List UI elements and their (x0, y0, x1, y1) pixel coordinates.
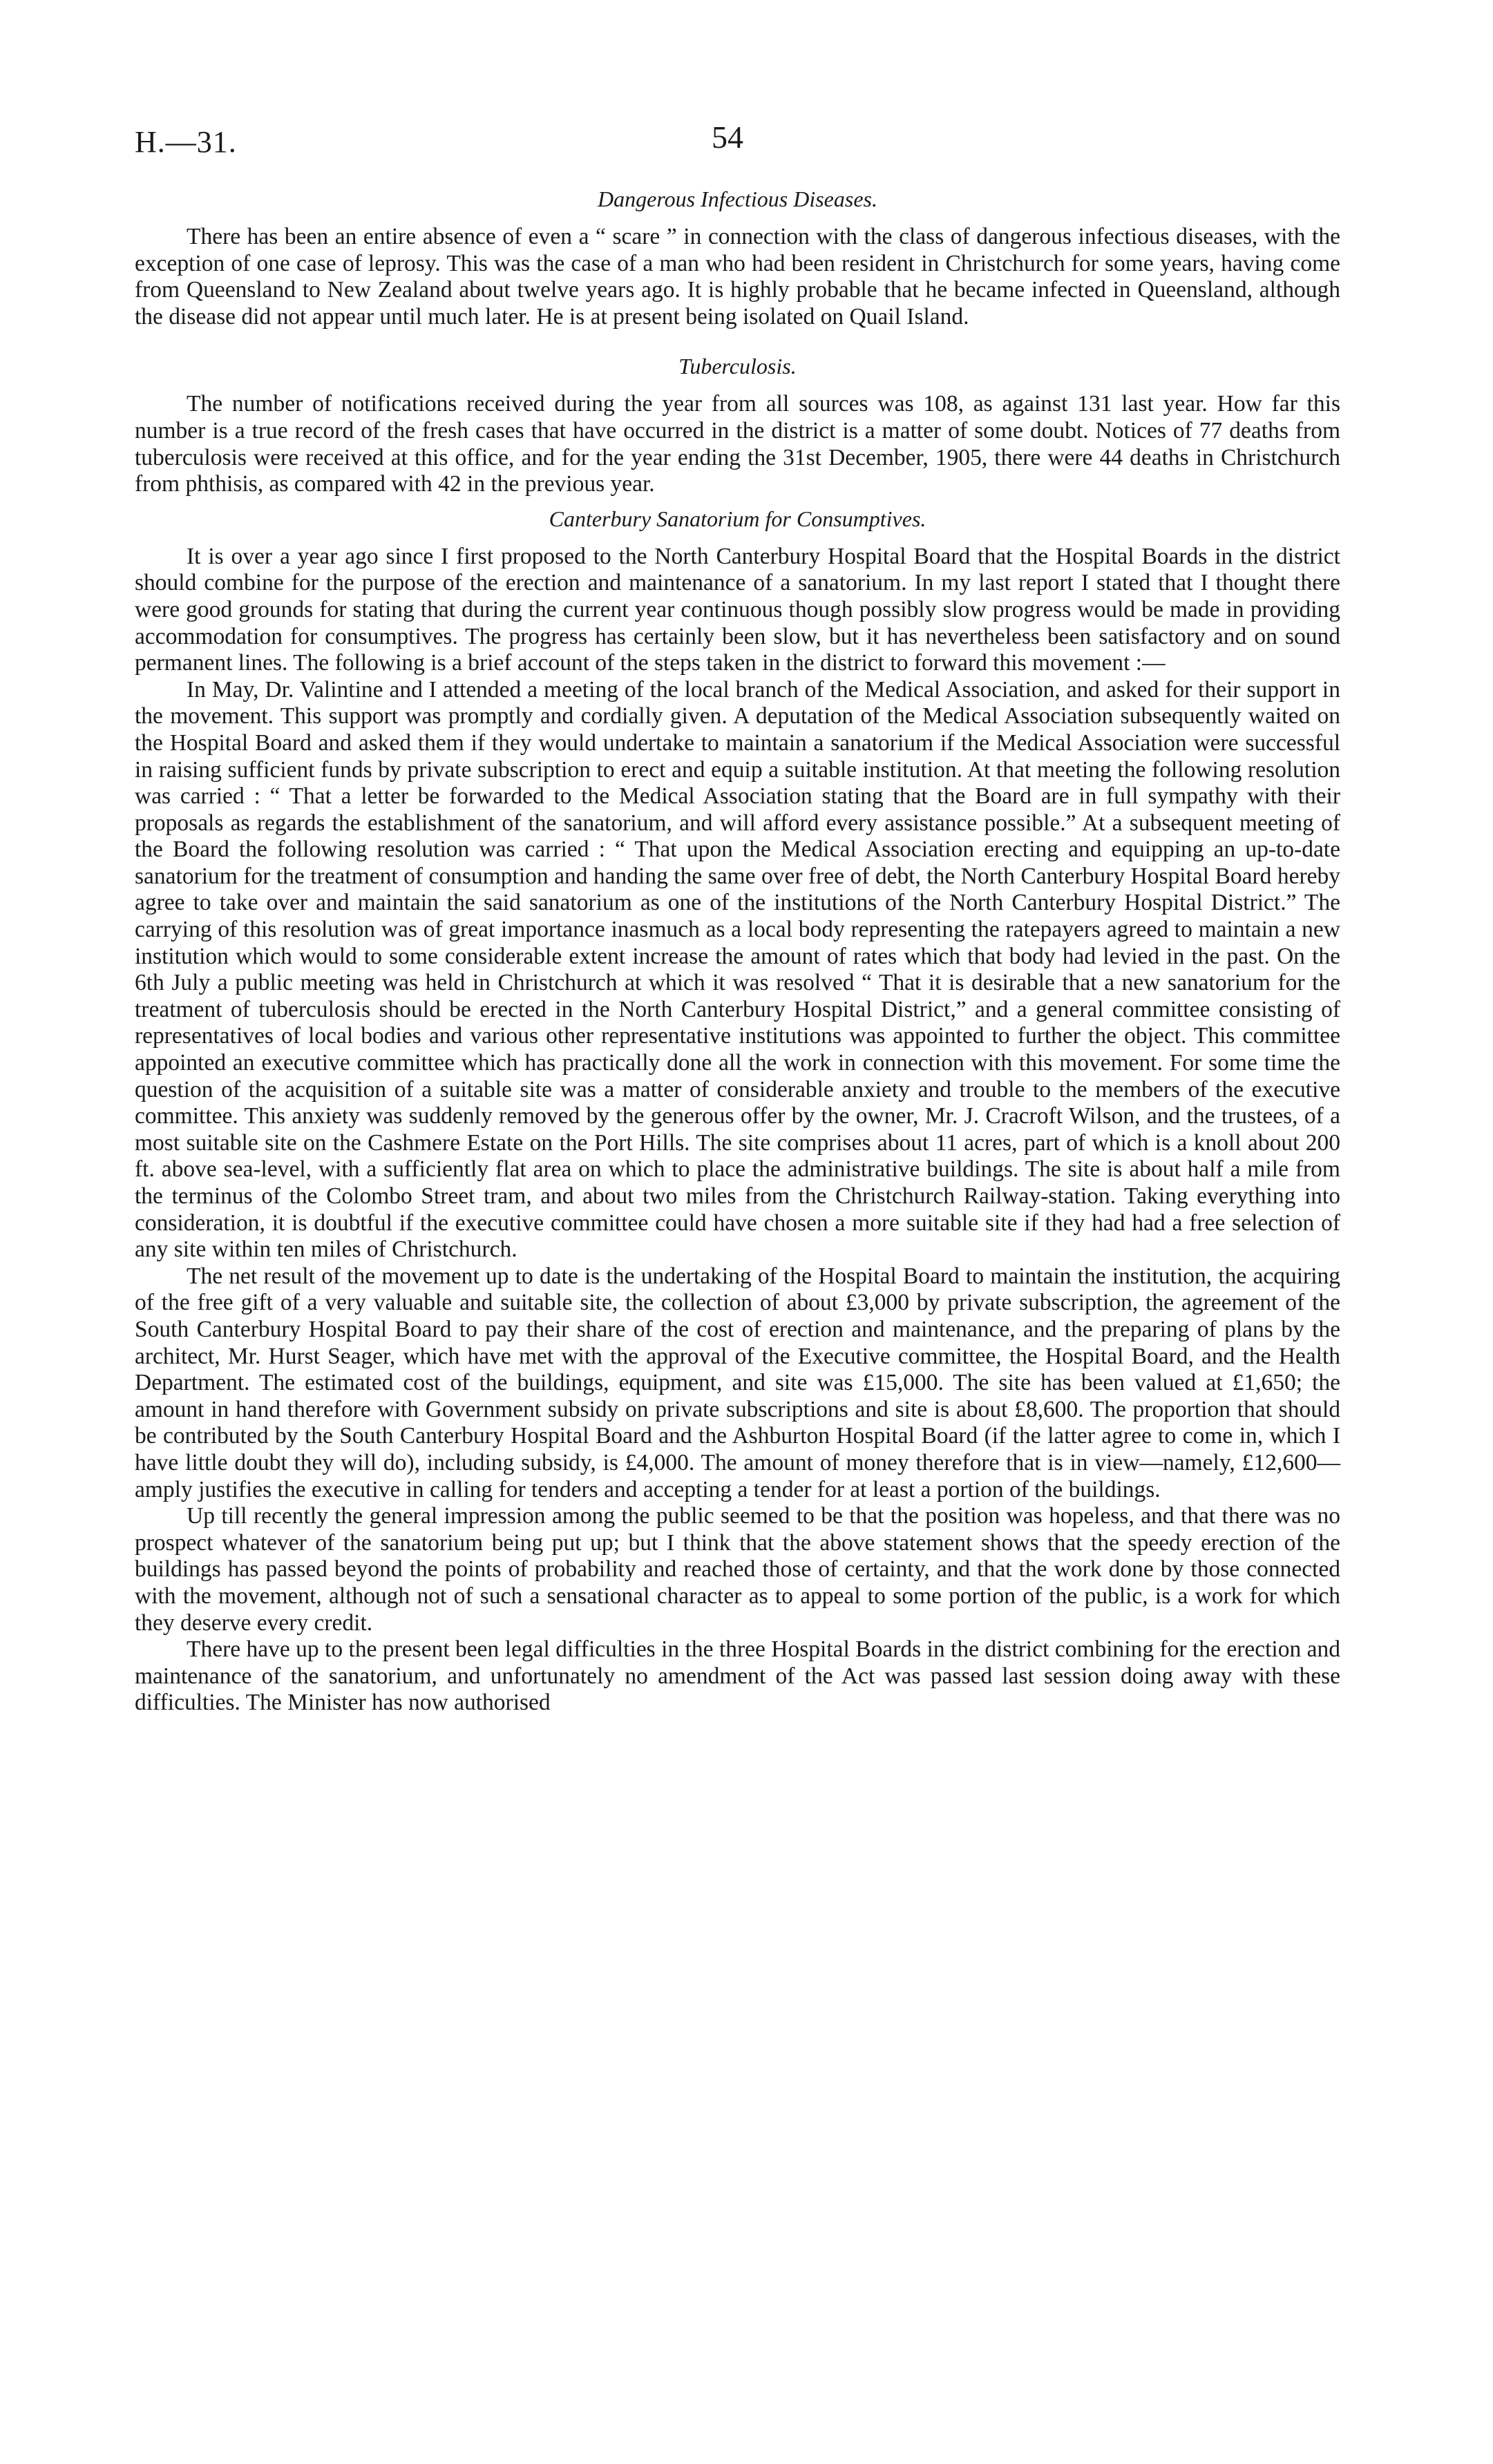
paragraph-tuberculosis: The number of notifications received during the year from all sources was 108, as against 131 last year. How far this number is a true record of the fresh cases that have occurred in the district is a matter of some doubt. Notices of 77 deaths from tuberculosis were received at this office, and for the year ending the 31st December, 1905, there were 44 deaths in Christchurch from phthisis, as compared with 42 in the previous year. (135, 391, 1340, 497)
paragraph-sanatorium-legal: There have up to the present been legal difficulties in the three Hospital Boards in the district combining for the erection and maintenance of the sanatorium, and unfortunately no amendment of the Act was passed last session doing away with these difficulties. The Minister has now authorised (135, 1636, 1340, 1716)
section-heading-dangerous-diseases: Dangerous Infectious Diseases. (598, 187, 877, 211)
paragraph-dangerous-diseases: There has been an entire absence of even a “ scare ” in connection with the class of dangerous infectious diseases, with the exception of one case of leprosy. This was the case of a man who had been resident in Christchurch for some years, having come from Queensland to New Zealand about twelve years ago. It is highly probable that he became infected in Queensland, although the disease did not appear until much later. He is at present being isolated on Quail Island. (135, 224, 1340, 330)
report-reference: H.—31. (135, 125, 237, 159)
section-heading-tuberculosis: Tuberculosis. (678, 354, 797, 379)
page-number: 54 (712, 120, 743, 155)
paragraph-sanatorium-public-opinion: Up till recently the general impression among the public seemed to be that the position was hopeless, and that there was no prospect whatever of the sanatorium being put up; but I think that the above statement shows that the speedy erection of the buildings has passed beyond the points of probability and reached those of certainty, and that the work done by those connected with the movement, although not of such a sensational character as to appeal to some portion of the public, is a work for which they deserve every credit. (135, 1503, 1340, 1636)
paragraph-sanatorium-progress: The net result of the movement up to date is the undertaking of the Hospital Board to maintain the institution, the acquiring of the free gift of a very valuable and suitable site, the collection of about £3,000 by private subscription, the agreement of the South Canterbury Hospital Board to pay their share of the cost of erection and maintenance, and the preparing of plans by the architect, Mr. Hurst Seager, which have met with the approval of the Executive committee, the Hospital Board, and the Health Department. The estimated cost of the buildings, equipment, and site was £15,000. The site has been valued at £1,650; the amount in hand therefore with Government subsidy on private subscriptions and site is about £8,600. The proportion that should be contributed by the South Canterbury Hospital Board and the Ashburton Hospital Board (if the latter agree to come in, which I have little doubt they will do), including subsidy, is £4,000. The amount of money therefore that is in view—namely, £12,600—amply justifies the executive in calling for tenders and accepting a tender for at least a portion of the buildings. (135, 1263, 1340, 1502)
page-body (135, 185, 1340, 1717)
section-heading-sanatorium: Canterbury Sanatorium for Consumptives. (549, 506, 926, 531)
paragraph-sanatorium-intro: It is over a year ago since I first proposed to the North Canterbury Hospital Board that the Hospital Boards in the district should combine for the purpose of the erection and maintenance of a sanatorium. In my last report I stated that I thought there were good grounds for stating that during the current year continuous though possibly slow progress would be made in providing accommodation for consumptives. The progress has certainly been slow, but it has nevertheless been satisfactory and on sound permanent lines. The following is a brief account of the steps taken in the district to forward this movement :— (135, 543, 1340, 676)
paragraph-sanatorium-history: In May, Dr. Valintine and I attended a meeting of the local branch of the Medical Association, and asked for their support in the movement. This support was promptly and cordially given. A deputation of the Medical Association subsequently waited on the Hospital Board and asked them if they would undertake to maintain a sanatorium if the Medical Association were successful in raising sufficient funds by private subscription to erect and equip a suitable institution. At that meeting the following resolution was carried : “ That a letter be forwarded to the Medical Association stating that the Board are in full sympathy with their proposals as regards the establishment of the sanatorium, and will afford every assistance possible.” At a subsequent meeting of the Board the following resolution was carried : “ That upon the Medical Association erecting and equipping an up-to-date sanatorium for the treatment of consumption and handing the same over free of debt, the North Canterbury Hospital Board hereby agree to take over and maintain the said sanatorium as one of the institutions of the North Canterbury Hospital District.” The carrying of this resolution was of great importance inasmuch as a local body representing the ratepayers agreed to maintain a new institution which would to some considerable extent increase the amount of rates which that body had levied in the past. On the 6th July a public meeting was held in Christchurch at which it was resolved “ That it is desirable that a new sanatorium for the treatment of tuberculosis should be erected in the North Canterbury Hospital District,” and a general committee consisting of representatives of local bodies and various other representative institutions was appointed to further the object. This committee appointed an executive committee which has practically done all the work in connection with this movement. For some time the question of the acquisition of a suitable site was a matter of considerable anxiety and trouble to the members of the executive committee. This anxiety was suddenly removed by the generous offer by the owner, Mr. J. Cracroft Wilson, and the trustees, of a most suitable site on the Cashmere Estate on the Port Hills. The site comprises about 11 acres, part of which is a knoll about 200 ft. above sea-level, with a sufficiently flat area on which to place the administrative buildings. The site is about half a mile from the terminus of the Colombo Street tram, and about two miles from the Christchurch Railway-station. Taking everything into consideration, it is doubtful if the executive committee could have chosen a more suitable site if they had had a free selection of any site within ten miles of Christchurch. (135, 676, 1340, 1263)
